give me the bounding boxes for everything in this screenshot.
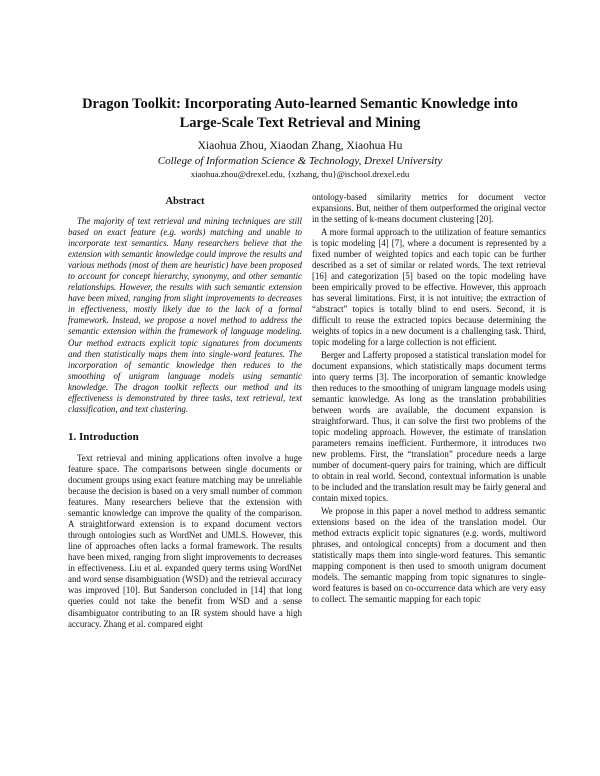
right-paragraph-4: We propose in this paper a novel method to address semantic extensions based on the idea of the translation model. Our method extracts explicit topic signatures (e.g. words, multiword phrases, and ontological concepts) from a document and then statistically maps them into single-word features. This semantic mapping component is then used to smooth unigram document models. The semantic mapping from topic signatures to single-word features is based on co-occurrence data which are very easy to collect. The semantic mapping for each topic (312, 505, 546, 605)
affiliation: College of Information Science & Technology, Drexel University (157, 155, 443, 167)
right-paragraph-1: ontology-based similarity metrics for document vector expansions. But, neither of them outperformed the original vector in the setting of k-means document clustering [20]. (312, 192, 546, 225)
title-line-2: Large-Scale Text Retrieval and Mining (179, 115, 421, 131)
introduction-heading: 1. Introduction (68, 430, 139, 443)
right-paragraph-2: A more formal approach to the utilization of feature semantics is topic modeling [4] [7], where a document is represented by a fixed number of weighted topics and each topic can be further described as a set of similar or related words. The text retrieval [16] and categorization [5] based on the topic modeling have been empirically proved to be effective. However, this approach has several limitations. First, it is not intuitive; the extraction of “abstract” topics is totally blind to end users. Second, it is difficult to reuse the extracted topics because determining the weights of topics in a new document is a challenging task. Third, topic modeling for a large collection is not efficient. (312, 226, 546, 348)
introduction-paragraph-1: Text retrieval and mining applications often involve a huge feature space. The comparisons between single documents or document groups using exact feature matching may be unreliable because the decision is based on a very small number of common features. Many researchers believe that the extension with semantic knowledge can improve the quality of the comparison. A straightforward extension is to expand document vectors through ontologies such as WordNet and UMLS. However, this line of approaches often lacks a formal framework. The results have been mixed, ranging from slight improvements to decreases in effectiveness. Liu et al. expanded query terms using WordNet and word sense disambiguation (WSD) and the retrieval accuracy was improved [10]. But Sanderson concluded in [14] that long queries could not take the benefit from WSD and a sense disambiguator contributing to an IR system should have a high accuracy. Zhang et al. compared eight (68, 452, 302, 629)
paper-title (60, 95, 540, 133)
right-paragraph-3: Berger and Lafferty proposed a statistical translation model for document expansions, which statistically maps document terms into query terms [3]. The incorporation of semantic knowledge then reduces to the smoothing of unigram language models using semantic knowledge. As long as the translation probabilities between words are available, the document expansion is straightforward. Thus, it can solve the first two problems of the topic modeling approach. However, the estimate of translation parameters remains inefficient. Furthermore, it introduces two new problems. First, the “translation” procedure needs a large number of document-query pairs for training, which are difficult to obtain in real world. Second, contextual information is unable to be included and the translation result may be fairly general and contain mixed topics. (312, 349, 546, 504)
abstract-text: The majority of text retrieval and mining techniques are still based on exact feature (e.g. words) matching and unable to incorporate text semantics. Many researchers believe that the extension with semantic knowledge could improve the results and various methods (most of them are heuristic) have been proposed to account for concept hierarchy, synonymy, and other semantic relationships. However, the results with such semantic extension have been mixed, ranging from slight improvements to decreases in effectiveness, mostly likely due to the lack of a formal framework. Instead, we propose a novel method to address the semantic extension within the framework of language modeling. Our method extracts explicit topic signatures from documents and then statistically maps them into single-word features. The incorporation of semantic knowledge then reduces to the smoothing of unigram language models using semantic knowledge. The dragon toolkit reflects our method and its effectiveness is demonstrated by three tasks, text retrieval, text classification, and text clustering. (68, 216, 302, 414)
left-column (68, 192, 302, 631)
author-list: Xiaohua Zhou, Xiaodan Zhang, Xiaohua Hu (197, 140, 403, 152)
email-addresses: xiaohua.zhou@drexel.edu, {xzhang, thu}@ischool.drexel.edu (190, 169, 410, 179)
right-column (312, 192, 546, 607)
title-line-1: Dragon Toolkit: Incorporating Auto-learned Semantic Knowledge into (82, 96, 518, 112)
abstract-heading: Abstract (165, 196, 205, 207)
